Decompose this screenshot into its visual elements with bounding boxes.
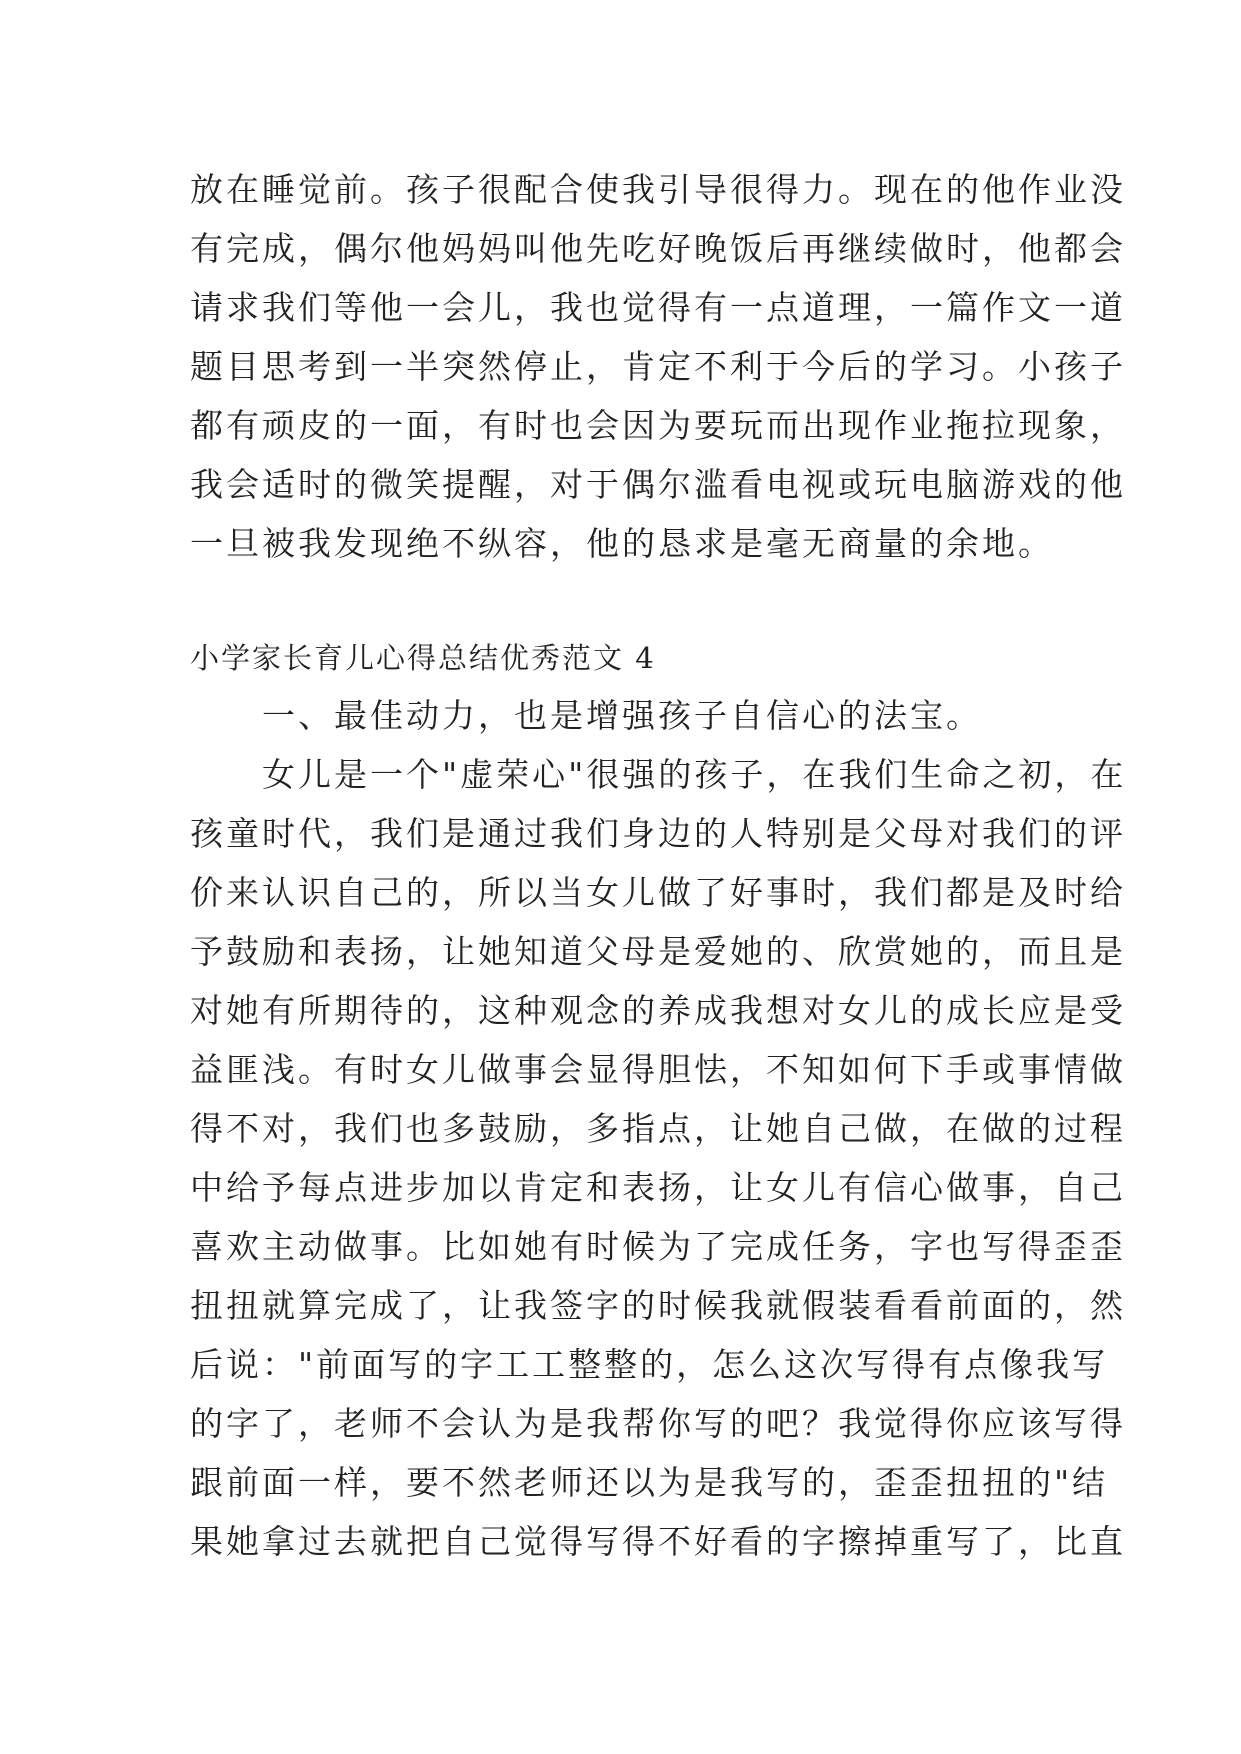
text-line: 都有顽皮的一面，有时也会因为要玩而出现作业拖拉现象， (190, 406, 1126, 445)
section-heading: 小学家长育儿心得总结优秀范文 4 (190, 641, 656, 675)
text-line: 得不对，我们也多鼓励，多指点，让她自己做，在做的过程 (190, 1109, 1126, 1148)
text-line: 跟前面一样，要不然老师还以为是我写的，歪歪扭扭的"结 (190, 1463, 1109, 1502)
text-line: 价来认识自己的，所以当女儿做了好事时，我们都是及时给 (190, 873, 1126, 912)
subheading-indent (190, 696, 262, 735)
text-line: 请求我们等他一会儿，我也觉得有一点道理，一篇作文一道 (190, 288, 1126, 327)
subheading (190, 686, 1060, 745)
text-line: 一旦被我发现绝不纵容，他的恳求是毫无商量的余地。 (190, 524, 1054, 563)
text-line: 女儿是一个"虚荣心"很强的孩子，在我们生命之初，在 (190, 755, 1127, 794)
text-line: 后说："前面写的字工工整整的，怎么这次写得有点像我写 (190, 1345, 1109, 1384)
text-line: 中给予每点进步加以肯定和表扬，让女儿有信心做事，自己 (190, 1168, 1126, 1207)
subheading-text: 一、最佳动力，也是增强孩子自信心的法宝。 (262, 696, 982, 735)
text-line: 予鼓励和表扬，让她知道父母是爱她的、欣赏她的，而且是 (190, 932, 1126, 971)
intro-paragraph (190, 160, 1126, 573)
section-heading-block (190, 630, 1060, 686)
text-line: 的字了，老师不会认为是我帮你写的吧？我觉得你应该写得 (190, 1404, 1126, 1443)
text-line: 果她拿过去就把自己觉得写得不好看的字擦掉重写了，比直 (190, 1522, 1126, 1561)
text-line: 对她有所期待的，这种观念的养成我想对女儿的成长应是受 (190, 991, 1126, 1030)
text-line: 扭扭就算完成了，让我签字的时候我就假装看看前面的，然 (190, 1286, 1126, 1325)
text-line: 喜欢主动做事。比如她有时候为了完成任务，字也写得歪歪 (190, 1227, 1126, 1266)
text-line: 题目思考到一半突然停止，肯定不利于今后的学习。小孩子 (190, 347, 1126, 386)
main-section (190, 686, 1127, 1571)
text-line: 益匪浅。有时女儿做事会显得胆怯，不知如何下手或事情做 (190, 1050, 1126, 1089)
text-line: 有完成，偶尔他妈妈叫他先吃好晚饭后再继续做时，他都会 (190, 229, 1126, 268)
text-line: 孩童时代，我们是通过我们身边的人特别是父母对我们的评 (190, 814, 1126, 853)
text-line: 放在睡觉前。孩子很配合使我引导很得力。现在的他作业没 (190, 170, 1126, 209)
text-line: 我会适时的微笑提醒，对于偶尔滥看电视或玩电脑游戏的他 (190, 465, 1126, 504)
